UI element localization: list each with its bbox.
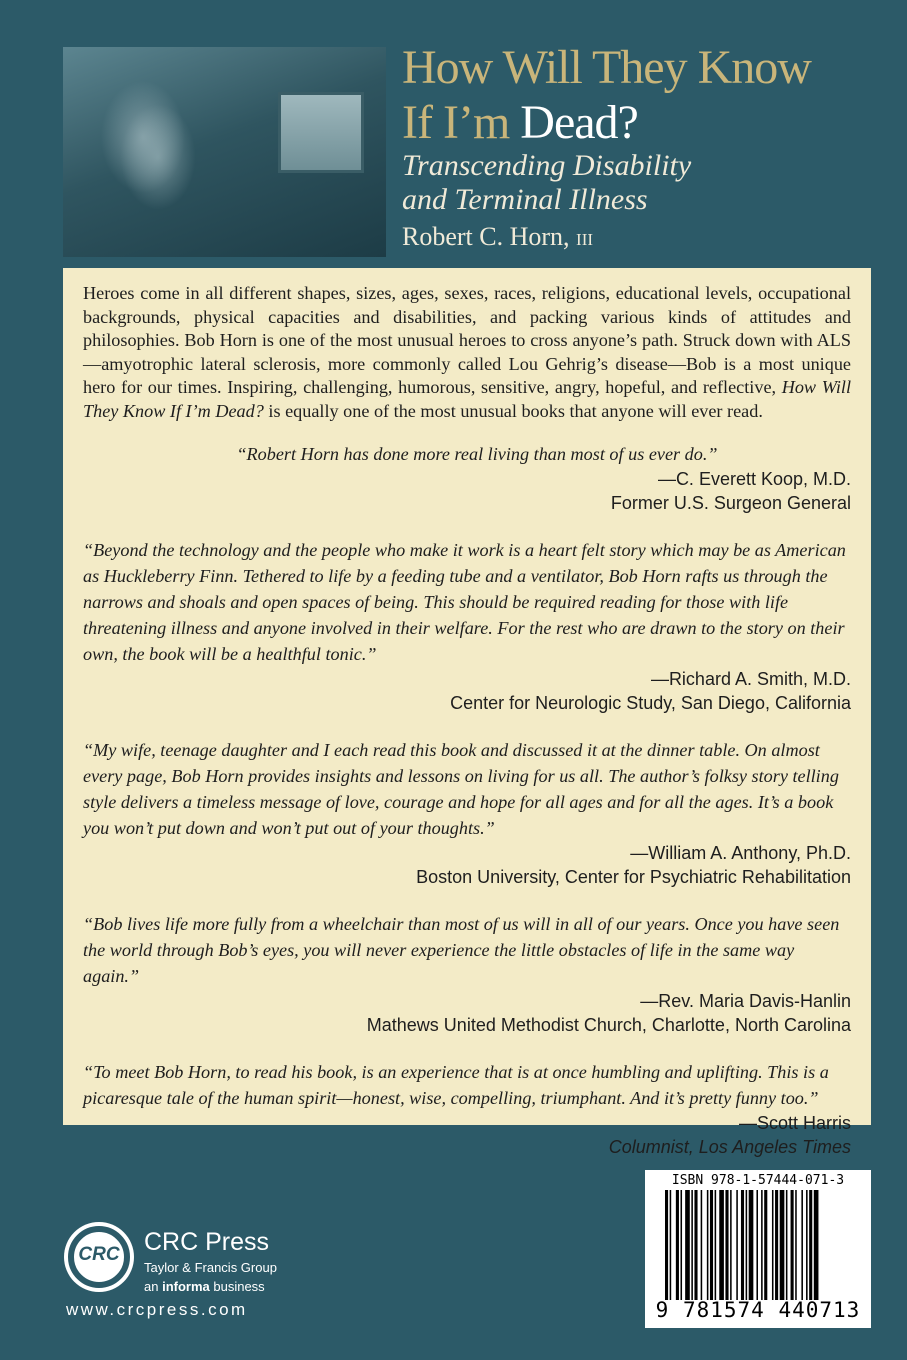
- quote-affiliation: Mathews United Methodist Church, Charlotte, North Carolina: [366, 1015, 851, 1035]
- book-title: [402, 40, 882, 150]
- quote-name: —Rev. Maria Davis-Hanlin: [640, 991, 851, 1011]
- barcode-bar: [681, 1190, 683, 1300]
- quote-text: “Robert Horn has done more real living than most of us ever do.”: [236, 444, 718, 464]
- quote-name: —William A. Anthony, Ph.D.: [630, 843, 851, 863]
- barcode-bar: [670, 1190, 672, 1300]
- title-line-2-prefix: If I’m: [402, 96, 521, 149]
- barcode-bar: [791, 1190, 794, 1300]
- intro-text-end: is equally one of the most unusual books that anyone will ever read.: [263, 400, 763, 421]
- quote-name: —Richard A. Smith, M.D.: [650, 669, 851, 689]
- barcode-bar: [756, 1190, 758, 1300]
- barcode-bar: [676, 1190, 679, 1300]
- barcode-bar: [814, 1190, 819, 1300]
- quote-text: “To meet Bob Horn, to read his book, is an experience that is at once humbling and uplifting. This is a picaresque tale of the human spirit—honest, wise, compelling, triumphant. And it’s pretty funny too.”: [83, 1062, 829, 1108]
- title-line-1: How Will They Know: [402, 41, 811, 94]
- barcode-bar: [741, 1190, 744, 1300]
- intro-paragraph: [83, 282, 851, 423]
- author-suffix: III: [576, 230, 594, 249]
- isbn-barcode: [645, 1170, 871, 1328]
- intro-book-title: How Will They Know If I’m Dead?: [83, 377, 851, 421]
- barcode-bar: [730, 1190, 732, 1300]
- book-subtitle: [402, 149, 882, 217]
- informa-suffix: business: [209, 1279, 265, 1294]
- barcode-bar: [707, 1190, 709, 1300]
- barcode-bar: [749, 1190, 754, 1300]
- barcode-bar: [809, 1190, 812, 1300]
- quote-text: “My wife, teenage daughter and I each read this book and discussed it at the dinner table. On almost every page, Bob Horn provides insights and lessons on living for us all. The author’s folksy story telling style delivers a timeless message of love, courage and hope for all ages and for all the ages. It’s a book you won’t put down and won’t put out of your thoughts.”: [83, 740, 839, 838]
- barcode-bar: [694, 1190, 697, 1300]
- barcode-bar: [772, 1190, 774, 1300]
- barcode-digits: 9 781574 440713: [655, 1298, 861, 1322]
- quote-affiliation: Former U.S. Surgeon General: [610, 493, 851, 513]
- quote-block: [83, 1059, 851, 1159]
- quote-name: —Scott Harris: [738, 1113, 851, 1133]
- author-name: [402, 222, 593, 252]
- subtitle-line-2: and Terminal Illness: [402, 183, 648, 216]
- barcode-bar: [775, 1190, 778, 1300]
- quote-text: “Beyond the technology and the people who make it work is a heart felt story which may be as American as Huckleberry Finn. Tethered to life by a feeding tube and a ventilator, Bob Horn rafts us through the narrows and shoals and open spaces of being. This should be required reading for those with life threatening illness and anyone involved in their welfare. For the rest who are drawn to the story on their own, the book will be a healthful tonic.”: [83, 540, 846, 664]
- isbn-number: ISBN 978-1-57444-071-3: [671, 1173, 845, 1188]
- quote-block: [83, 911, 851, 1037]
- barcode-bar: [780, 1190, 785, 1300]
- barcode-bar: [685, 1190, 690, 1300]
- barcode-bar: [715, 1190, 717, 1300]
- crc-logo-text: CRC: [78, 1244, 120, 1265]
- barcode-bar: [736, 1190, 738, 1300]
- informa-bold: informa: [162, 1279, 210, 1294]
- publisher-url: www.crcpress.com: [66, 1300, 248, 1319]
- publisher-group: Taylor & Francis Group: [144, 1260, 277, 1275]
- subtitle-line-1: Transcending Disability: [402, 149, 692, 182]
- barcode-bar: [665, 1190, 668, 1300]
- barcode-bar: [806, 1190, 808, 1300]
- barcode-bars: [665, 1190, 861, 1300]
- barcode-bar: [795, 1190, 797, 1300]
- crc-logo-icon: [64, 1222, 134, 1292]
- barcode-bar: [801, 1190, 803, 1300]
- quote-text: “Bob lives life more fully from a wheelchair than most of us will in all of our years. Once you have seen the world through Bob’s eyes, you will never experience the little obstacles of life in the same way again.”: [83, 914, 840, 986]
- photo-person: [103, 87, 223, 257]
- author-name-text: Robert C. Horn,: [402, 222, 577, 251]
- quote-affiliation: Columnist, Los Angeles Times: [608, 1137, 851, 1157]
- barcode-bar: [761, 1190, 763, 1300]
- description-panel: [63, 268, 871, 1157]
- intro-text: Heroes come in all different shapes, sizes, ages, sexes, races, religions, educational levels, occupational backgrounds, physical capacities and disabilities, and packing various kinds of attitudes and philosophies. Bob Horn is one of the most unusual heroes to cross anyone’s path. Struck down with ALS—amyotrophic lateral sclerosis, more commonly called Lou Gehrig’s disease—Bob is a most unique hero for our times. Inspiring, challenging, humorous, sensitive, angry, hopeful, and reflective,: [83, 283, 851, 397]
- barcode-bar: [710, 1190, 713, 1300]
- quote-block: [83, 537, 851, 715]
- title-dead: Dead?: [520, 96, 638, 149]
- barcode-bar: [786, 1190, 788, 1300]
- barcode-bar: [701, 1190, 703, 1300]
- publisher-informa: [144, 1279, 265, 1294]
- photo-monitor: [278, 92, 364, 173]
- barcode-bar: [746, 1190, 748, 1300]
- barcode-bar: [764, 1190, 767, 1300]
- informa-prefix: an: [144, 1279, 163, 1294]
- quote-name: —C. Everett Koop, M.D.: [657, 469, 851, 489]
- quote-affiliation: Boston University, Center for Psychiatric Rehabilitation: [416, 867, 851, 887]
- barcode-bar: [691, 1190, 693, 1300]
- barcode-bar: [719, 1190, 724, 1300]
- barcode-bar: [725, 1190, 728, 1300]
- publisher-name: CRC Press: [144, 1228, 270, 1256]
- cover-photo: [63, 47, 386, 257]
- quote-block: [83, 737, 851, 889]
- quote-affiliation: Center for Neurologic Study, San Diego, California: [450, 693, 851, 713]
- quote-block: [83, 441, 851, 515]
